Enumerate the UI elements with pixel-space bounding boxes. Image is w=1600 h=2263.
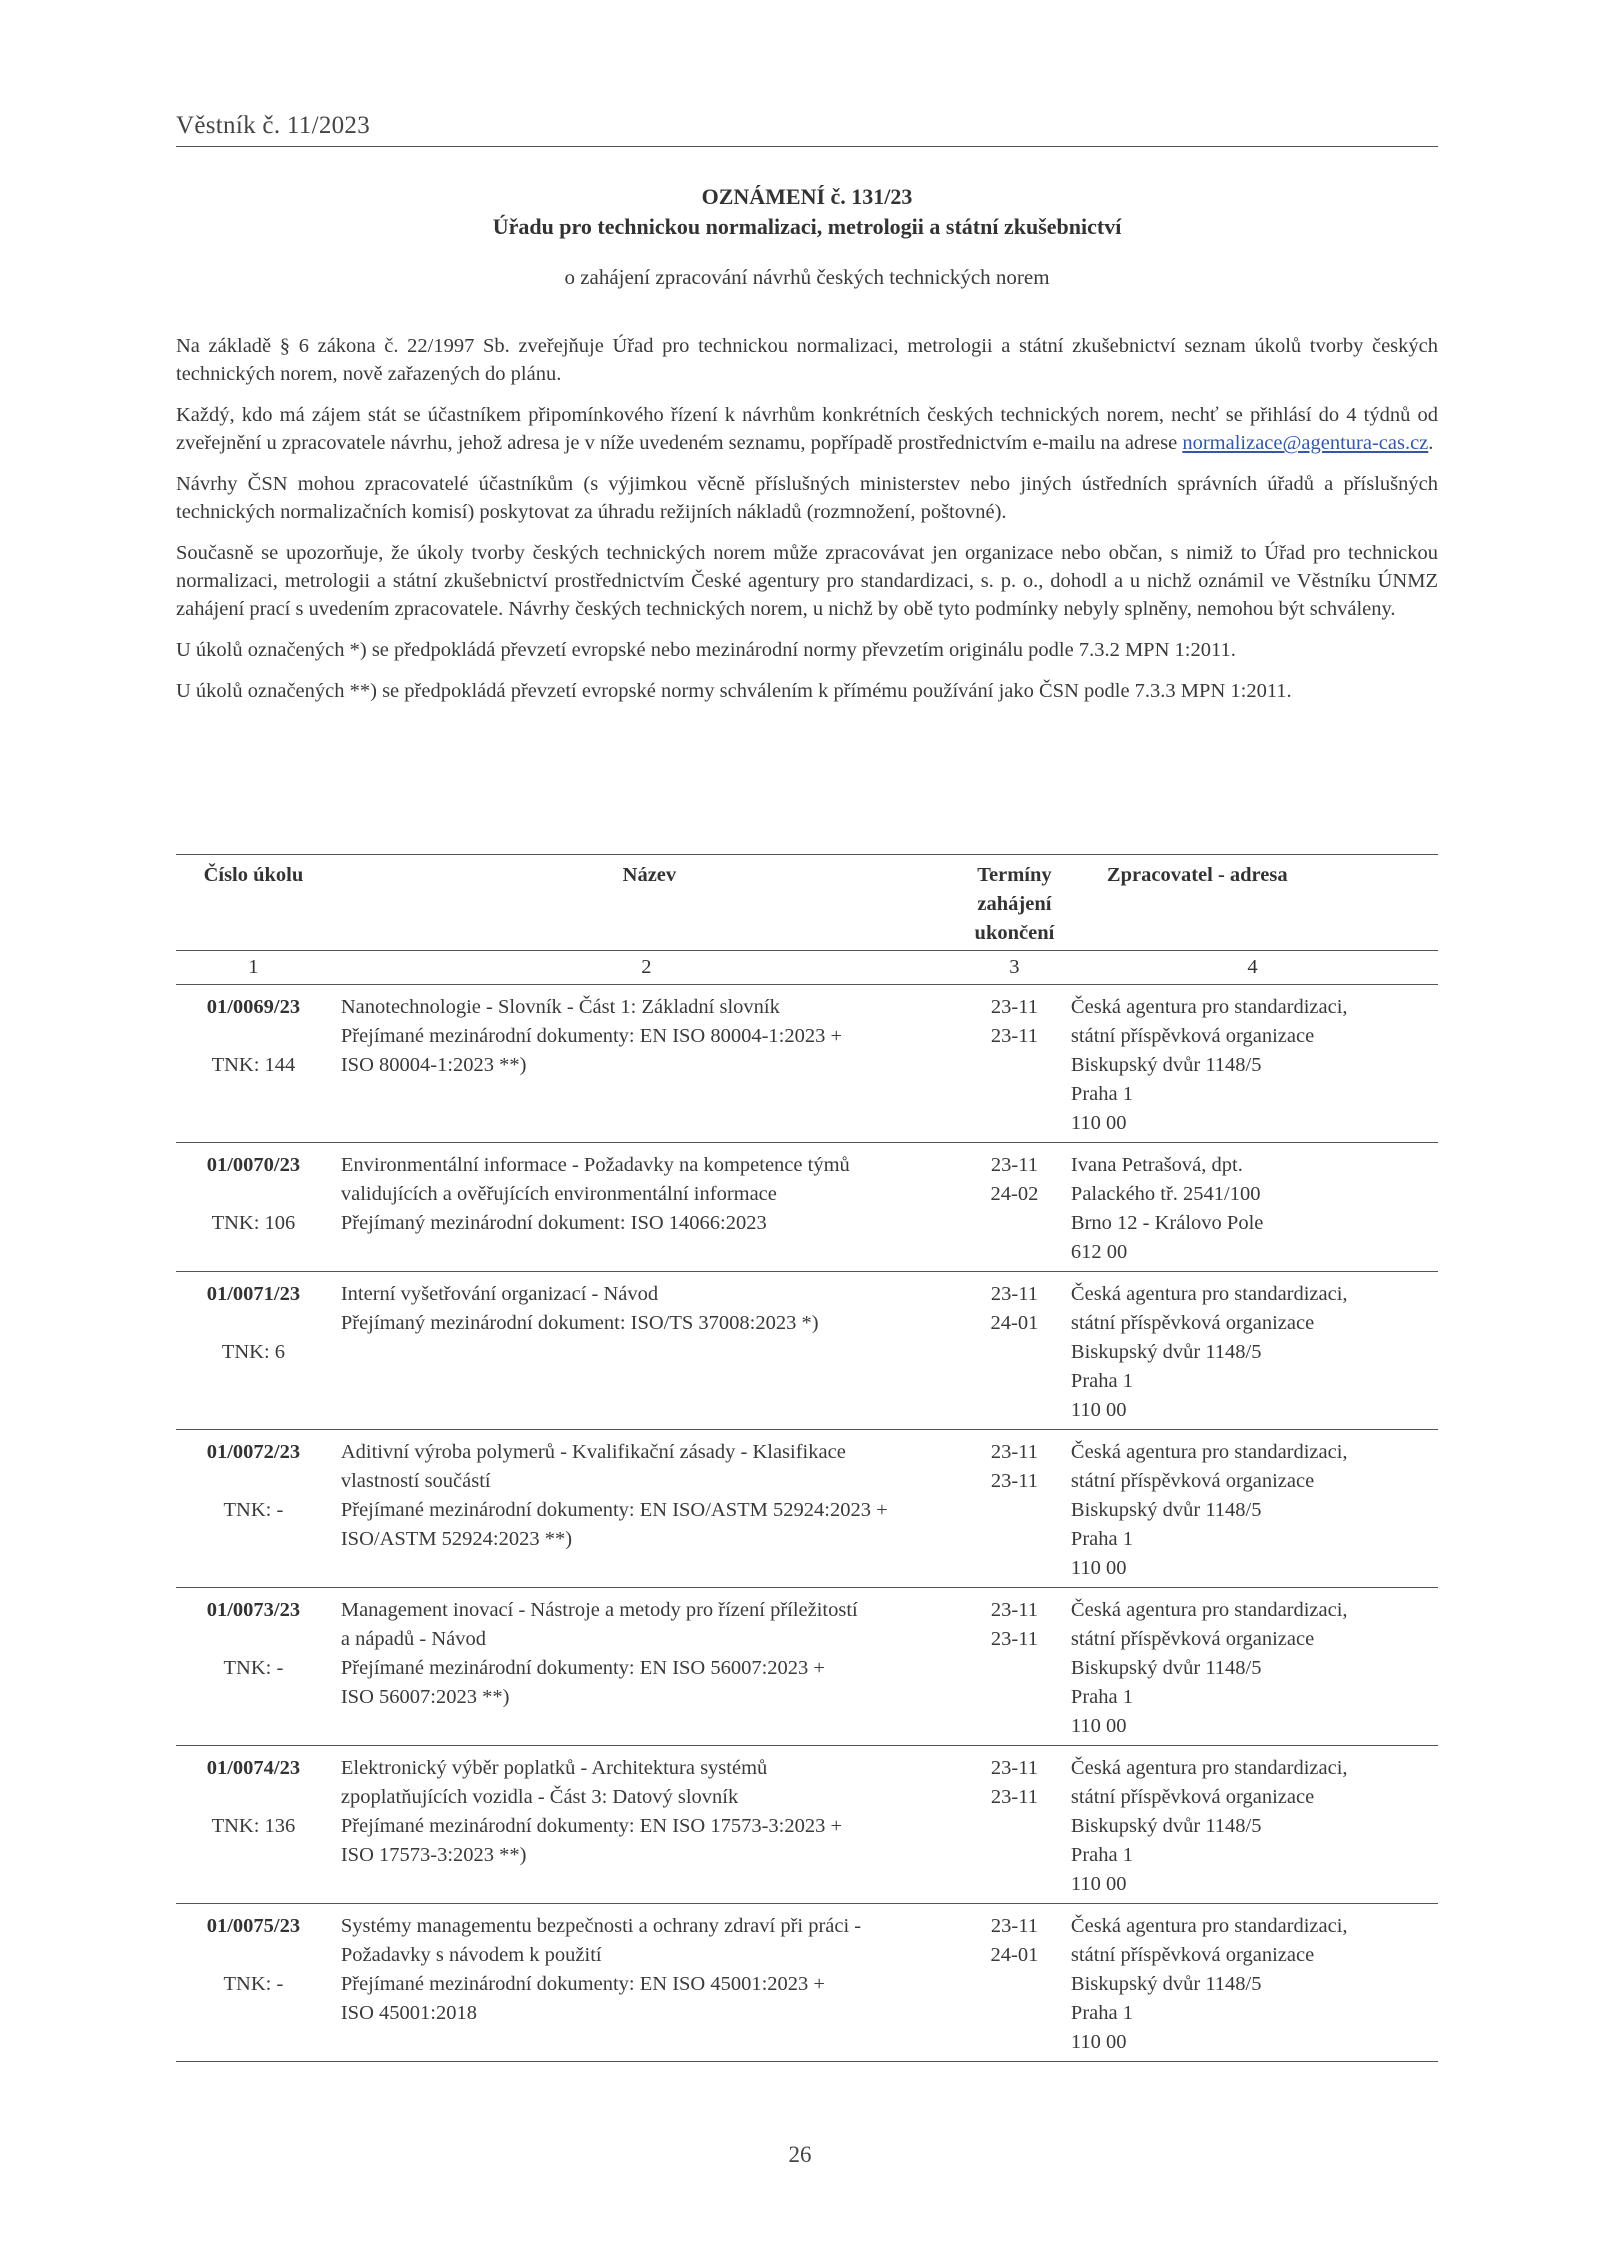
paragraph-participation [176,401,1438,457]
task-tnk: TNK: - [223,1657,284,1679]
task-processor-cell [1067,1272,1438,1430]
paragraph-participation-end: . [1428,432,1434,454]
task-terms-cell [962,1272,1067,1430]
paragraph-drafts: Návrhy ČSN mohou zpracovatelé účastníkům (s výjimkou věcně příslušných ministerstev nebo jiných ústředních správních úřadů a příslušných technických normalizačních komisí) poskytovat za úhradu režijních nákladů (rozmnožení, poštovné). [176,473,1438,523]
processor-line: státní příspěvková organizace [1070,1025,1315,1047]
term-end: 23-11 [990,1628,1038,1650]
announcement-title-block [176,182,1438,292]
task-name-line: ISO 80004-1:2023 **) [340,1054,527,1076]
task-name-line: Přejímané mezinárodní dokumenty: EN ISO 17573-3:2023 + [340,1815,843,1837]
journal-title: Věstník č. 11/2023 [176,112,371,139]
paragraph-single-asterisk: U úkolů označených *) se předpokládá převzetí evropské nebo mezinárodní normy převzetím originálu podle 7.3.2 MPN 1:2011. [176,639,1236,661]
term-end: 24-01 [990,1312,1039,1334]
processor-line: Česká agentura pro standardizaci, [1070,1283,1348,1305]
processor-line: 110 00 [1070,2031,1127,2053]
header-name: Název [331,855,962,951]
processor-line: Česká agentura pro standardizaci, [1070,996,1348,1018]
task-processor-cell [1067,1143,1438,1272]
header-task-number: Číslo úkolu [176,855,331,951]
task-number-cell [176,1272,331,1430]
task-terms-cell [962,1430,1067,1588]
issuing-office: Úřadu pro technickou normalizaci, metrologii a státní zkušebnictví [492,214,1122,239]
task-tnk: TNK: 136 [211,1815,296,1837]
announcement-body [176,332,1438,718]
task-terms-cell [962,1588,1067,1746]
processor-line: Česká agentura pro standardizaci, [1070,1599,1348,1621]
processor-line: Praha 1 [1070,1370,1133,1392]
table-row [176,1430,1438,1588]
task-number-cell [176,1588,331,1746]
task-processor-cell [1067,1430,1438,1588]
task-name-line: ISO 56007:2023 **) [340,1686,510,1708]
task-tnk: TNK: - [223,1973,284,1995]
email-link[interactable]: normalizace@agentura-cas.cz [1182,432,1429,454]
table-header-row [176,855,1438,951]
task-id: 01/0070/23 [206,1154,301,1176]
column-number: 3 [962,951,1067,985]
task-terms-cell [962,985,1067,1143]
term-end: 24-01 [990,1944,1039,1966]
processor-line: Biskupský dvůr 1148/5 [1070,1973,1262,1995]
processor-line: Biskupský dvůr 1148/5 [1070,1815,1262,1837]
processor-line: Ivana Petrašová, dpt. [1070,1154,1243,1176]
processor-line: Palackého tř. 2541/100 [1070,1183,1261,1205]
processor-line: státní příspěvková organizace [1070,1628,1315,1650]
task-name-cell [331,1272,962,1430]
processor-line: Česká agentura pro standardizaci, [1070,1915,1348,1937]
announcement-subtitle: o zahájení zpracování návrhů českých technických norem [564,265,1050,289]
task-name-line: Elektronický výběr poplatků - Architektura systémů [340,1757,768,1779]
task-name-line: a nápadů - Návod [340,1628,487,1650]
task-id: 01/0069/23 [206,996,301,1018]
task-name-line: ISO 45001:2018 [340,2002,477,2024]
processor-line: Praha 1 [1070,1844,1133,1866]
processor-line: Praha 1 [1070,2002,1133,2024]
task-terms-cell [962,1904,1067,2062]
task-name-line: ISO/ASTM 52924:2023 **) [340,1528,573,1550]
column-number: 2 [331,951,962,985]
task-tnk: TNK: - [223,1499,284,1521]
task-name-line: ISO 17573-3:2023 **) [340,1844,527,1866]
task-name-line: Přejímané mezinárodní dokumenty: EN ISO 80004-1:2023 + [340,1025,843,1047]
processor-line: Biskupský dvůr 1148/5 [1070,1341,1262,1363]
announcement-title: OZNÁMENÍ č. 131/23 [701,184,913,209]
processor-line: Praha 1 [1070,1686,1133,1708]
task-tnk: TNK: 144 [211,1054,296,1076]
processor-line: 110 00 [1070,1557,1127,1579]
task-name-line: Přejímaný mezinárodní dokument: ISO/TS 37008:2023 *) [340,1312,819,1334]
paragraph-legal-basis: Na základě § 6 zákona č. 22/1997 Sb. zveřejňuje Úřad pro technickou normalizaci, metrologii a státní zkušebnictví seznam úkolů tvorby českých technických norem, nově zařazených do plánu. [176,335,1438,385]
table-row [176,1272,1438,1430]
header-processor: Zpracovatel - adresa [1067,855,1438,951]
task-name-line: Systémy managementu bezpečnosti a ochrany zdraví při práci - [340,1915,862,1937]
task-name-line: Environmentální informace - Požadavky na kompetence týmů [340,1154,850,1176]
task-name-line: Přejímaný mezinárodní dokument: ISO 14066:2023 [340,1212,767,1234]
task-name-line: Přejímané mezinárodní dokumenty: EN ISO 45001:2023 + [340,1973,825,1995]
task-id: 01/0072/23 [206,1441,301,1463]
table-row [176,1588,1438,1746]
processor-line: Biskupský dvůr 1148/5 [1070,1657,1262,1679]
processor-line: státní příspěvková organizace [1070,1312,1315,1334]
task-id: 01/0073/23 [206,1599,301,1621]
task-name-line: Přejímané mezinárodní dokumenty: EN ISO 56007:2023 + [340,1657,825,1679]
task-tnk: TNK: 6 [221,1341,286,1363]
term-start: 23-11 [990,1757,1038,1779]
term-end: 24-02 [990,1183,1039,1205]
term-start: 23-11 [990,1154,1038,1176]
paragraph-double-asterisk: U úkolů označených **) se předpokládá převzetí evropské normy schválením k přímému používání jako ČSN podle 7.3.3 MPN 1:2011. [176,680,1292,702]
processor-line: státní příspěvková organizace [1070,1944,1315,1966]
processor-line: Brno 12 - Královo Pole [1070,1212,1264,1234]
processor-line: Biskupský dvůr 1148/5 [1070,1054,1262,1076]
processor-line: 110 00 [1070,1873,1127,1895]
processor-line: Biskupský dvůr 1148/5 [1070,1499,1262,1521]
processor-line: 110 00 [1070,1112,1127,1134]
task-name-line: vlastností součástí [340,1470,491,1492]
processor-line: 110 00 [1070,1399,1127,1421]
task-name-cell [331,1904,962,2062]
journal-header [176,112,1438,147]
task-id: 01/0071/23 [206,1283,301,1305]
task-name-cell [331,1746,962,1904]
term-start: 23-11 [990,996,1038,1018]
task-name-line: Požadavky s návodem k použití [340,1944,602,1966]
task-name-cell [331,1143,962,1272]
header-terms-line: ukončení [974,922,1055,944]
table-body [176,985,1438,2062]
task-processor-cell [1067,985,1438,1143]
term-start: 23-11 [990,1283,1038,1305]
table-row [176,1904,1438,2062]
task-name-line: Aditivní výroba polymerů - Kvalifikační zásady - Klasifikace [340,1441,846,1463]
column-number: 4 [1067,951,1438,985]
processor-line: státní příspěvková organizace [1070,1786,1315,1808]
table-row [176,1143,1438,1272]
processor-line: 110 00 [1070,1715,1127,1737]
task-terms-cell [962,1143,1067,1272]
task-processor-cell [1067,1746,1438,1904]
task-name-cell [331,1588,962,1746]
term-start: 23-11 [990,1599,1038,1621]
table-row [176,1746,1438,1904]
task-name-cell [331,985,962,1143]
paragraph-notice: Současně se upozorňuje, že úkoly tvorby českých technických norem může zpracovávat jen organizace nebo občan, s nimiž to Úřad pro technickou normalizaci, metrologii a státní zkušebnictví prostřednictvím České agentury pro standardizaci, s. p. o., dohodl a u nichž oznámil ve Věstníku ÚNMZ zahájení prací s uvedením zpracovatele. Návrhy českých technických norem, u nichž by obě tyto podmínky nebyly splněny, nemohou být schváleny. [176,542,1438,620]
task-id: 01/0075/23 [206,1915,301,1937]
processor-line: 612 00 [1070,1241,1128,1263]
header-terms-line: Termíny [977,864,1052,886]
task-name-line: validujících a ověřujících environmentální informace [340,1183,777,1205]
task-number-cell [176,985,331,1143]
processor-line: Praha 1 [1070,1083,1133,1105]
term-end: 23-11 [990,1025,1038,1047]
task-name-line: Nanotechnologie - Slovník - Část 1: Základní slovník [340,996,780,1018]
task-processor-cell [1067,1588,1438,1746]
task-name-line: zpoplatňujících vozidla - Část 3: Datový slovník [340,1786,739,1808]
task-name-line: Interní vyšetřování organizací - Návod [340,1283,659,1305]
tasks-table [176,854,1438,2062]
task-tnk: TNK: 106 [211,1212,296,1234]
task-number-cell [176,1904,331,2062]
column-number: 1 [176,951,331,985]
task-number-cell [176,1143,331,1272]
task-name-cell [331,1430,962,1588]
processor-line: Česká agentura pro standardizaci, [1070,1757,1348,1779]
processor-line: Česká agentura pro standardizaci, [1070,1441,1348,1463]
task-name-line: Přejímané mezinárodní dokumenty: EN ISO/ASTM 52924:2023 + [340,1499,888,1521]
task-processor-cell [1067,1904,1438,2062]
processor-line: Praha 1 [1070,1528,1133,1550]
table-row [176,985,1438,1143]
term-end: 23-11 [990,1786,1038,1808]
paragraph-participation-text: Každý, kdo má zájem stát se účastníkem připomínkového řízení k návrhům konkrétních českých technických norem, nechť se přihlásí do 4 týdnů od zveřejnění u zpracovatele návrhu, jehož adresa je v níže uvedeném seznamu, popřípadě prostřednictvím e-mailu na adrese [176,404,1438,454]
term-end: 23-11 [990,1470,1038,1492]
task-number-cell [176,1430,331,1588]
header-terms [962,855,1067,951]
task-number-cell [176,1746,331,1904]
term-start: 23-11 [990,1915,1038,1937]
task-name-line: Management inovací - Nástroje a metody pro řízení příležitostí [340,1599,858,1621]
task-id: 01/0074/23 [206,1757,301,1779]
processor-line: státní příspěvková organizace [1070,1470,1315,1492]
page-number: 26 [788,2142,812,2167]
table-column-number-row [176,951,1438,985]
term-start: 23-11 [990,1441,1038,1463]
header-terms-line: zahájení [977,893,1052,915]
task-terms-cell [962,1746,1067,1904]
